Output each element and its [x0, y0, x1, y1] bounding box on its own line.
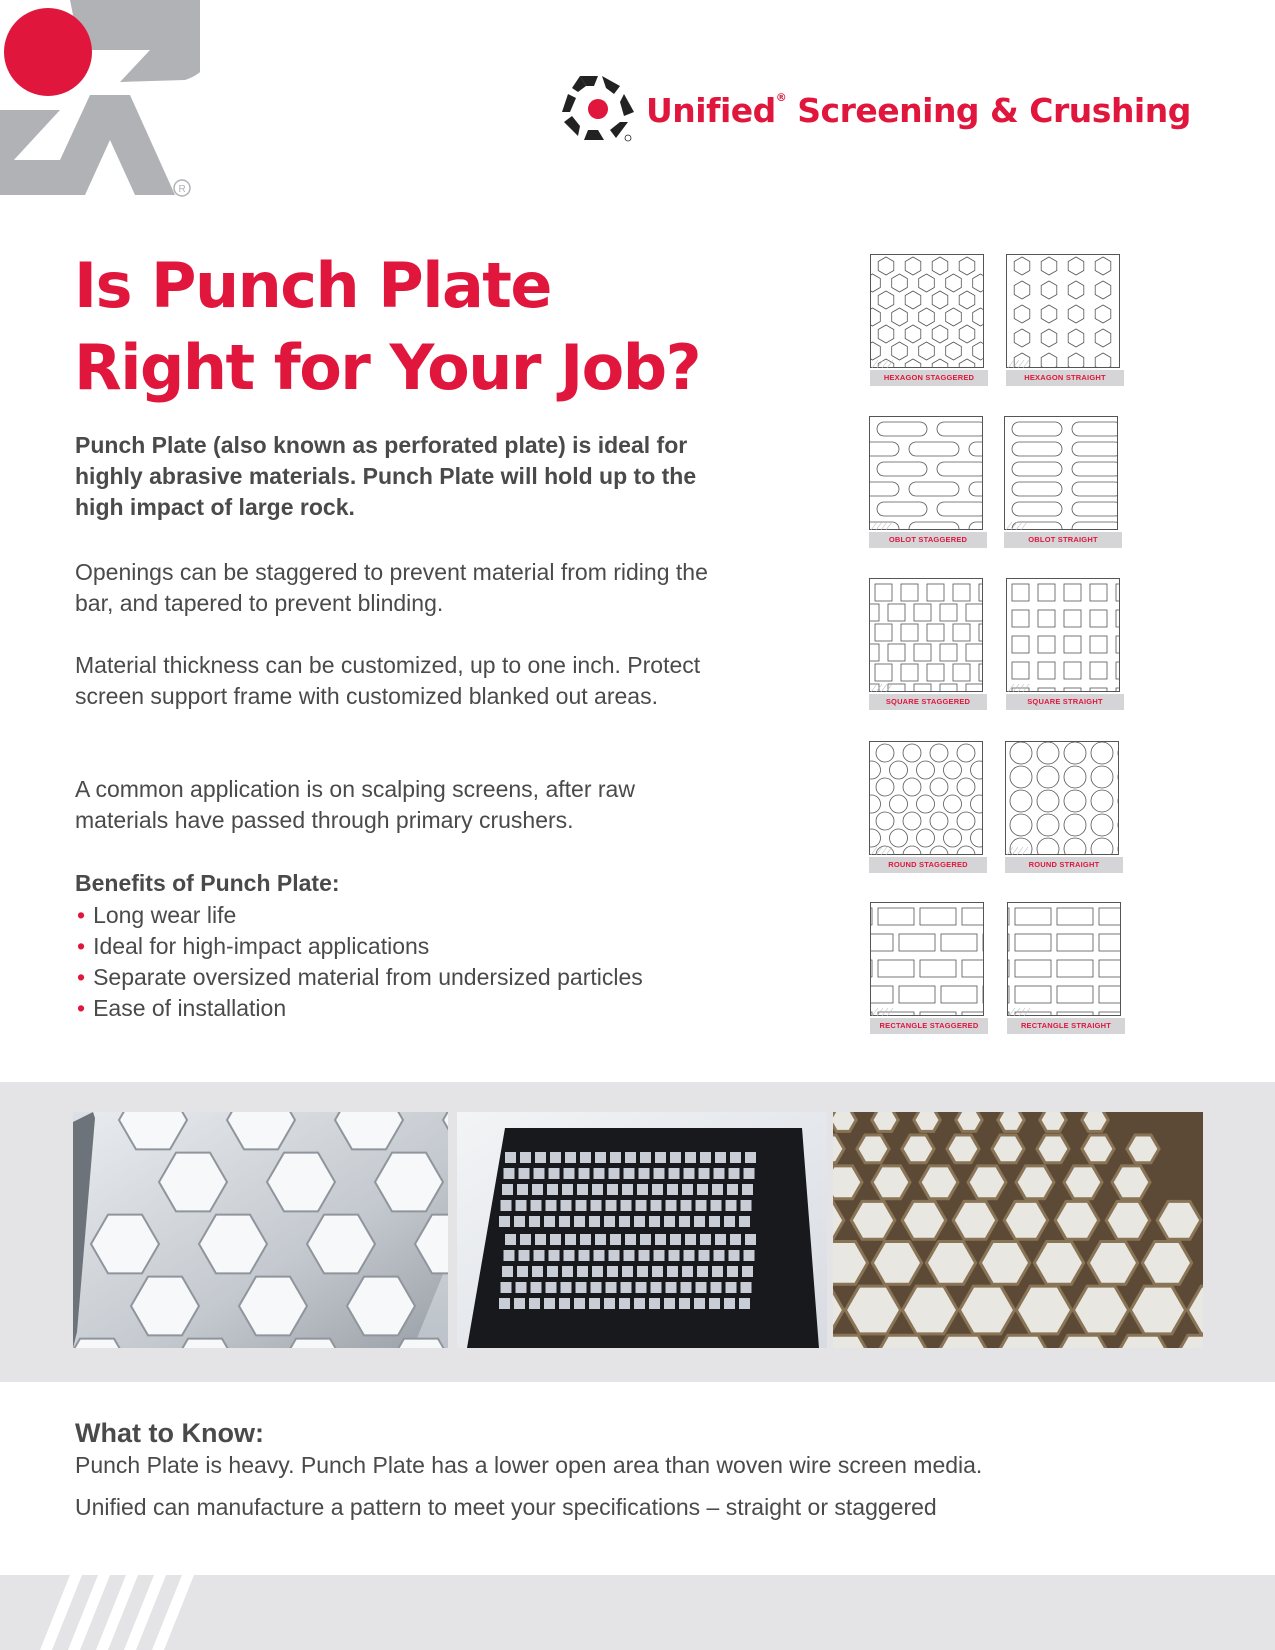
square-hole	[739, 1298, 750, 1309]
pattern-tile-round-staggered	[869, 741, 987, 873]
square-hole	[516, 1282, 527, 1293]
square-hole	[576, 1200, 587, 1211]
hexagon-hole	[1055, 1201, 1099, 1239]
square-hole	[589, 1216, 600, 1227]
rectangle-straight-pattern	[1007, 902, 1121, 1016]
square-hole	[559, 1298, 570, 1309]
hexagon-hole	[1088, 1242, 1137, 1285]
square-hole	[594, 1168, 605, 1179]
what-to-know-line-1: Punch Plate is heavy. Punch Plate has a lower open area than woven wire screen media.	[75, 1452, 983, 1478]
square-hole	[565, 1234, 576, 1245]
square-hole	[610, 1234, 621, 1245]
square-hole	[535, 1152, 546, 1163]
square-hole	[546, 1282, 557, 1293]
square-hole	[655, 1234, 666, 1245]
square-hole	[606, 1200, 617, 1211]
square-staggered-pattern	[869, 578, 983, 692]
square-hole	[745, 1234, 756, 1245]
square-hole	[651, 1200, 662, 1211]
square-hole	[651, 1282, 662, 1293]
square-hole	[636, 1200, 647, 1211]
square-hole	[607, 1266, 618, 1277]
square-hole	[579, 1250, 590, 1261]
hexagon-hole	[902, 1135, 934, 1163]
corner-logo-graphic	[0, 0, 200, 200]
square-hole	[727, 1184, 738, 1195]
hexagon-hole	[851, 1201, 895, 1239]
square-hole	[501, 1200, 512, 1211]
square-hole	[649, 1216, 660, 1227]
square-hole	[592, 1184, 603, 1195]
square-hole	[622, 1266, 633, 1277]
square-hole	[681, 1282, 692, 1293]
title-line-1: Is Punch Plate	[74, 249, 551, 322]
square-hole	[580, 1152, 591, 1163]
square-hole	[604, 1298, 615, 1309]
benefits-list	[77, 900, 643, 1024]
square-hole	[532, 1266, 543, 1277]
hexagon-hole	[992, 1135, 1024, 1163]
square-hole	[624, 1250, 635, 1261]
what-to-know-heading: What to Know:	[75, 1418, 264, 1448]
square-hole	[745, 1152, 756, 1163]
square-hole	[715, 1152, 726, 1163]
pattern-tile-oblot-staggered	[869, 416, 987, 548]
square-hole	[562, 1266, 573, 1277]
square-hole	[744, 1250, 755, 1261]
hexagon-hole	[959, 1286, 1014, 1334]
square-hole	[516, 1200, 527, 1211]
square-hole	[670, 1234, 681, 1245]
hexagon-hole	[1004, 1201, 1048, 1239]
square-straight-pattern	[1006, 578, 1120, 692]
registered-mark: ®	[775, 90, 787, 104]
square-hole	[637, 1184, 648, 1195]
square-hole	[697, 1184, 708, 1195]
square-hole	[532, 1184, 543, 1195]
hexagon-hole	[833, 1112, 856, 1131]
paragraph-staggering: Openings can be staggered to prevent material from riding the bar, and tapered to prevent blinding.	[75, 559, 708, 616]
square-hole	[622, 1184, 633, 1195]
square-hole	[664, 1298, 675, 1309]
square-hole	[654, 1168, 665, 1179]
square-hole	[700, 1234, 711, 1245]
square-hole	[589, 1298, 600, 1309]
square-hole	[669, 1168, 680, 1179]
hexagon-hole	[872, 1242, 921, 1285]
square-hole	[595, 1234, 606, 1245]
square-hole	[499, 1216, 510, 1227]
square-hole	[741, 1282, 752, 1293]
pattern-label: OBLOT STRAIGHT	[1004, 532, 1122, 548]
square-hole	[591, 1200, 602, 1211]
square-hole	[579, 1168, 590, 1179]
pattern-label: HEXAGON STRAIGHT	[1006, 370, 1124, 386]
square-hole	[561, 1200, 572, 1211]
hexagon-hole	[902, 1201, 946, 1239]
square-hole	[640, 1234, 651, 1245]
square-hole	[742, 1266, 753, 1277]
pattern-label: ROUND STAGGERED	[869, 857, 987, 873]
square-hole	[504, 1250, 515, 1261]
pattern-label: SQUARE STRAIGHT	[1006, 694, 1124, 710]
hexagon-hole	[920, 1166, 958, 1199]
square-hole	[640, 1152, 651, 1163]
square-hole	[519, 1250, 530, 1261]
footer-stripes-graphic	[40, 1575, 200, 1650]
square-hole	[682, 1184, 693, 1195]
square-hole	[696, 1200, 707, 1211]
hexagon-hole	[902, 1286, 957, 1334]
square-hole	[712, 1184, 723, 1195]
square-hole	[517, 1266, 528, 1277]
what-to-know-line-2: Unified can manufacture a pattern to meet your specifications – straight or staggered	[75, 1494, 937, 1520]
square-hole	[514, 1298, 525, 1309]
square-hole	[621, 1282, 632, 1293]
hexagon-hole	[872, 1166, 910, 1199]
hexagon-hole	[1142, 1242, 1191, 1285]
square-hole	[652, 1184, 663, 1195]
hexagon-straight-pattern	[1006, 254, 1120, 368]
square-hole	[729, 1168, 740, 1179]
square-hole	[700, 1152, 711, 1163]
square-hole	[669, 1250, 680, 1261]
pattern-tile-round-straight	[1005, 741, 1123, 873]
square-hole	[592, 1266, 603, 1277]
paragraph-thickness: Material thickness can be customized, up to one inch. Protect screen support frame with customized blanked out areas.	[75, 652, 701, 709]
square-hole	[580, 1234, 591, 1245]
brand-logo-icon	[558, 72, 638, 144]
square-hole	[534, 1168, 545, 1179]
square-hole	[609, 1168, 620, 1179]
square-hole	[714, 1250, 725, 1261]
hexagon-hole	[956, 1112, 982, 1131]
square-hole	[607, 1184, 618, 1195]
square-hole-plate-photo	[457, 1112, 827, 1348]
square-hole	[666, 1200, 677, 1211]
pattern-label: ROUND STRAIGHT	[1005, 857, 1123, 873]
hexagon-hole	[857, 1135, 889, 1163]
round-straight-pattern	[1005, 741, 1119, 855]
hexagon-hole	[1037, 1135, 1069, 1163]
pattern-label: RECTANGLE STAGGERED	[870, 1018, 988, 1034]
square-hole	[577, 1184, 588, 1195]
square-hole	[565, 1152, 576, 1163]
round-staggered-pattern	[869, 741, 983, 855]
square-hole	[564, 1168, 575, 1179]
hexagon-hole	[1016, 1286, 1071, 1334]
svg-text:R: R	[178, 184, 186, 195]
pattern-label: RECTANGLE STRAIGHT	[1007, 1018, 1125, 1034]
paragraph-application: A common application is on scalping screens, after raw materials have passed through primary crushers.	[75, 776, 635, 833]
square-hole	[636, 1282, 647, 1293]
square-hole	[685, 1152, 696, 1163]
square-hole	[531, 1200, 542, 1211]
square-hole	[724, 1216, 735, 1227]
square-hole	[712, 1266, 723, 1277]
square-hole	[664, 1216, 675, 1227]
square-hole	[709, 1298, 720, 1309]
hexagon-hole	[1127, 1135, 1159, 1163]
hexagon-hole	[998, 1112, 1024, 1131]
square-hole	[562, 1184, 573, 1195]
square-hole	[535, 1234, 546, 1245]
square-hole	[741, 1200, 752, 1211]
square-hole	[624, 1168, 635, 1179]
square-hole	[564, 1250, 575, 1261]
square-hole	[520, 1152, 531, 1163]
hexagon-hole	[1082, 1112, 1108, 1131]
square-hole	[574, 1298, 585, 1309]
square-hole	[697, 1266, 708, 1277]
square-hole	[711, 1200, 722, 1211]
square-hole	[505, 1234, 516, 1245]
square-hole	[604, 1216, 615, 1227]
square-hole	[649, 1298, 660, 1309]
pattern-tile-square-straight	[1006, 578, 1124, 710]
square-hole	[639, 1168, 650, 1179]
square-hole	[684, 1168, 695, 1179]
square-hole	[694, 1216, 705, 1227]
oblong-straight-pattern	[1004, 416, 1118, 530]
square-hole	[625, 1152, 636, 1163]
square-hole	[739, 1216, 750, 1227]
square-hole	[529, 1216, 540, 1227]
square-hole	[730, 1234, 741, 1245]
hexagon-hole	[1073, 1286, 1128, 1334]
benefit-item: • Long wear life	[77, 900, 643, 931]
square-hole	[726, 1282, 737, 1293]
benefit-item: • Ease of installation	[77, 993, 643, 1024]
title-line-2: Right for Your Job?	[74, 331, 701, 404]
square-hole	[730, 1152, 741, 1163]
square-hole	[606, 1282, 617, 1293]
square-hole	[550, 1152, 561, 1163]
hexagon-plate-photo	[73, 1112, 448, 1348]
hexagon-hole	[1082, 1135, 1114, 1163]
square-hole	[726, 1200, 737, 1211]
square-hole	[591, 1282, 602, 1293]
hexagon-staggered-pattern	[870, 254, 984, 368]
brand-header	[558, 72, 1191, 144]
brand-name	[646, 91, 1191, 130]
pattern-label: OBLOT STAGGERED	[869, 532, 987, 548]
square-hole	[729, 1250, 740, 1261]
square-hole	[544, 1298, 555, 1309]
square-hole	[609, 1250, 620, 1261]
pattern-tile-hexagon-straight	[1006, 254, 1124, 386]
square-hole	[685, 1234, 696, 1245]
square-hole	[595, 1152, 606, 1163]
hexagon-hole	[845, 1286, 900, 1334]
square-hole	[714, 1168, 725, 1179]
square-hole	[724, 1298, 735, 1309]
hexagon-hole	[947, 1135, 979, 1163]
square-hole	[621, 1200, 632, 1211]
square-hole	[610, 1152, 621, 1163]
square-hole	[561, 1282, 572, 1293]
square-hole	[547, 1266, 558, 1277]
hexagon-hole	[1157, 1201, 1201, 1239]
hexagon-hole	[914, 1112, 940, 1131]
square-hole	[594, 1250, 605, 1261]
square-hole	[547, 1184, 558, 1195]
brand-name-suffix: Screening & Crushing	[786, 90, 1191, 130]
pattern-tile-rectangle-staggered	[870, 902, 988, 1034]
square-hole	[577, 1266, 588, 1277]
square-hole	[619, 1216, 630, 1227]
hexagon-hole	[1112, 1166, 1150, 1199]
square-hole	[711, 1282, 722, 1293]
hexagon-hole	[953, 1201, 997, 1239]
square-hole	[634, 1298, 645, 1309]
square-hole	[637, 1266, 648, 1277]
square-hole	[550, 1234, 561, 1245]
square-hole	[655, 1152, 666, 1163]
square-hole	[670, 1152, 681, 1163]
square-hole	[531, 1282, 542, 1293]
hexagon-hole	[1130, 1286, 1185, 1334]
pattern-label: SQUARE STAGGERED	[869, 694, 987, 710]
square-hole	[654, 1250, 665, 1261]
square-hole	[679, 1298, 690, 1309]
square-hole	[520, 1234, 531, 1245]
page-title	[74, 245, 700, 409]
square-hole	[544, 1216, 555, 1227]
square-hole	[727, 1266, 738, 1277]
square-hole	[652, 1266, 663, 1277]
rectangle-staggered-pattern	[870, 902, 984, 1016]
square-hole	[694, 1298, 705, 1309]
square-hole	[529, 1298, 540, 1309]
brand-name-unified: Unified	[646, 90, 776, 130]
square-hole	[742, 1184, 753, 1195]
square-hole	[679, 1216, 690, 1227]
square-hole	[666, 1282, 677, 1293]
hexagon-hole	[1034, 1242, 1083, 1285]
square-hole	[549, 1250, 560, 1261]
hexagon-hole	[1040, 1112, 1066, 1131]
square-hole	[549, 1168, 560, 1179]
hexagon-hole	[872, 1112, 898, 1131]
benefit-item: • Ideal for high-impact applications	[77, 931, 643, 962]
square-hole	[699, 1250, 710, 1261]
pattern-tile-hexagon-staggered	[870, 254, 988, 386]
square-hole	[639, 1250, 650, 1261]
hexagon-hole	[968, 1166, 1006, 1199]
square-hole	[715, 1234, 726, 1245]
square-hole	[619, 1298, 630, 1309]
hexagon-hole	[1016, 1166, 1054, 1199]
benefit-item: • Separate oversized material from undersized particles	[77, 962, 643, 993]
pattern-label: HEXAGON STAGGERED	[870, 370, 988, 386]
square-hole	[502, 1184, 513, 1195]
square-hole	[699, 1168, 710, 1179]
square-hole	[501, 1282, 512, 1293]
square-hole	[667, 1184, 678, 1195]
pattern-tile-rectangle-straight	[1007, 902, 1125, 1034]
hexagon-hole	[1064, 1166, 1102, 1199]
square-hole	[684, 1250, 695, 1261]
square-hole	[625, 1234, 636, 1245]
square-hole	[499, 1298, 510, 1309]
square-hole	[744, 1168, 755, 1179]
square-hole	[534, 1250, 545, 1261]
square-hole	[681, 1200, 692, 1211]
square-hole	[517, 1184, 528, 1195]
intro-paragraph: Punch Plate (also known as perforated plate) is ideal for highly abrasive materials. Punch Plate will hold up to the high impact of large rock.	[75, 432, 697, 520]
worn-hexagon-plate-photo	[833, 1112, 1203, 1348]
hexagon-hole	[980, 1242, 1029, 1285]
square-hole	[709, 1216, 720, 1227]
square-hole	[667, 1266, 678, 1277]
square-hole	[559, 1216, 570, 1227]
square-hole	[519, 1168, 530, 1179]
pattern-tile-square-staggered	[869, 578, 987, 710]
square-hole	[504, 1168, 515, 1179]
square-hole	[514, 1216, 525, 1227]
square-hole	[502, 1266, 513, 1277]
pattern-tile-oblot-straight	[1004, 416, 1122, 548]
oblong-staggered-pattern	[869, 416, 983, 530]
square-hole	[634, 1216, 645, 1227]
square-hole	[682, 1266, 693, 1277]
square-hole	[505, 1152, 516, 1163]
benefits-heading: Benefits of Punch Plate:	[75, 870, 340, 896]
square-hole	[546, 1200, 557, 1211]
square-hole	[696, 1282, 707, 1293]
square-hole	[576, 1282, 587, 1293]
hexagon-hole	[926, 1242, 975, 1285]
square-hole	[574, 1216, 585, 1227]
hexagon-hole	[1106, 1201, 1150, 1239]
